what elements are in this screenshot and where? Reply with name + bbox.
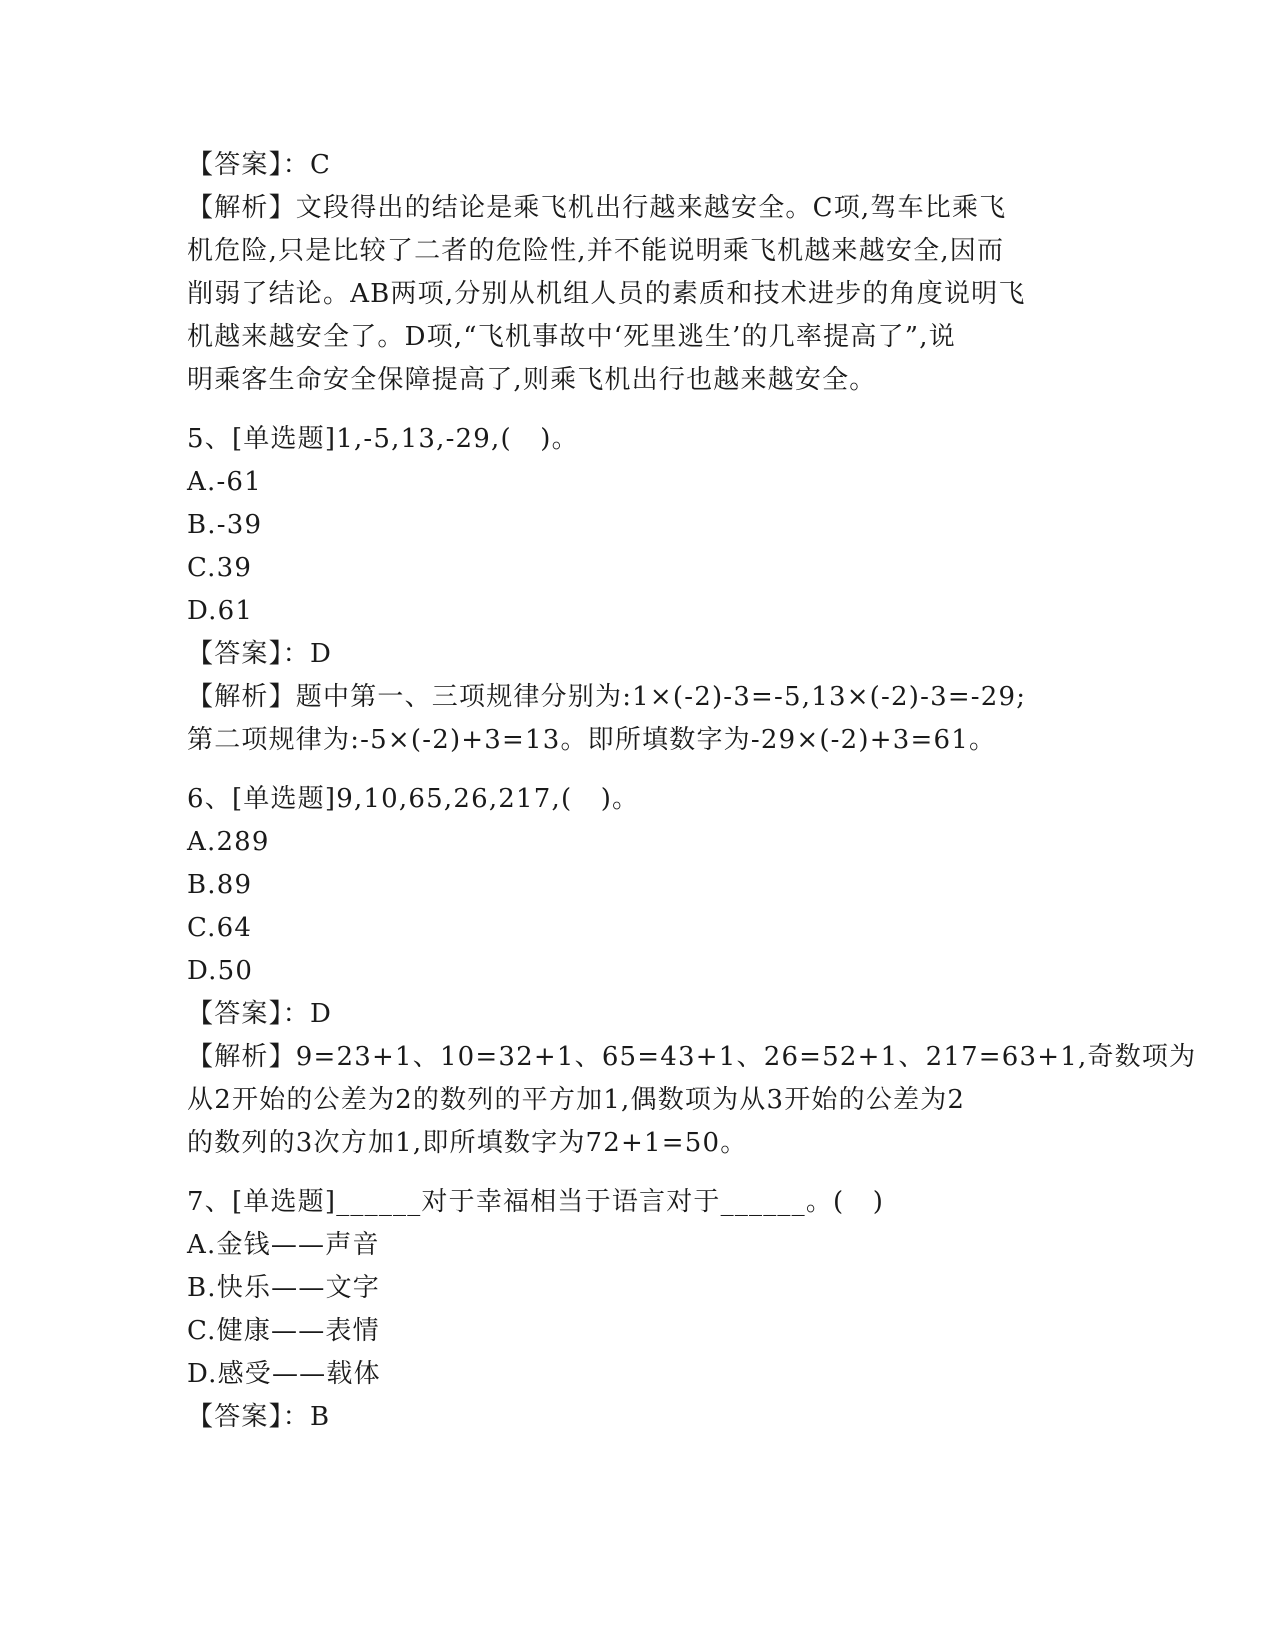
question-6-option-c: C.64	[187, 913, 253, 943]
question-6-option-a: A.289	[187, 827, 270, 857]
question-6-analysis	[187, 1036, 1197, 1165]
question-5-option-a: A.-61	[187, 467, 262, 497]
question-5-stem: 5、[单选题]1,-5,13,-29,( )。	[187, 424, 579, 454]
answer-line: 【答案】：C	[187, 150, 332, 180]
analysis-line: 削弱了结论。AB两项,分别从机组人员的素质和技术进步的角度说明飞	[187, 279, 1026, 309]
question-7-option-d: D.感受——载体	[187, 1359, 381, 1389]
question-5-analysis	[187, 676, 1087, 762]
question-7-stem: 7、[单选题]______对于幸福相当于语言对于______。( )	[187, 1187, 885, 1217]
question-7-option-c: C.健康——表情	[187, 1316, 380, 1346]
analysis-paragraph	[187, 187, 1087, 402]
analysis-line: 【解析】文段得出的结论是乘飞机出行越来越安全。C项,驾车比乘飞	[187, 193, 1007, 223]
question-5-option-d: D.61	[187, 596, 254, 626]
question-5-answer: 【答案】：D	[187, 639, 333, 669]
question-7-option-a: A.金钱——声音	[187, 1230, 380, 1260]
question-6-option-d: D.50	[187, 956, 254, 986]
analysis-line: 从2开始的公差为2的数列的平方加1,偶数项为从3开始的公差为2	[187, 1085, 966, 1115]
question-5-option-b: B.-39	[187, 510, 263, 540]
document-page	[187, 144, 1197, 1439]
question-6-option-b: B.89	[187, 870, 253, 900]
question-7-option-b: B.快乐——文字	[187, 1273, 380, 1303]
analysis-line: 第二项规律为:-5×(-2)+3=13。即所填数字为-29×(-2)+3=61。	[187, 725, 997, 755]
question-5-option-c: C.39	[187, 553, 253, 583]
analysis-line: 的数列的3次方加1,即所填数字为72+1=50。	[187, 1128, 748, 1158]
analysis-line: 明乘客生命安全保障提高了,则乘飞机出行也越来越安全。	[187, 365, 877, 395]
question-6-stem: 6、[单选题]9,10,65,26,217,( )。	[187, 784, 640, 814]
question-7-answer: 【答案】：B	[187, 1402, 331, 1432]
question-6-answer: 【答案】：D	[187, 999, 333, 1029]
analysis-line: 机越来越安全了。D项,“飞机事故中‘死里逃生’的几率提高了”,说	[187, 322, 956, 352]
analysis-line: 【解析】题中第一、三项规律分别为:1×(-2)-3=-5,13×(-2)-3=-29;	[187, 682, 1027, 712]
analysis-line: 机危险,只是比较了二者的危险性,并不能说明乘飞机越来越安全,因而	[187, 236, 1005, 266]
analysis-line: 【解析】9=23+1、10=32+1、65=43+1、26=52+1、217=63+1,奇数项为	[187, 1042, 1197, 1072]
